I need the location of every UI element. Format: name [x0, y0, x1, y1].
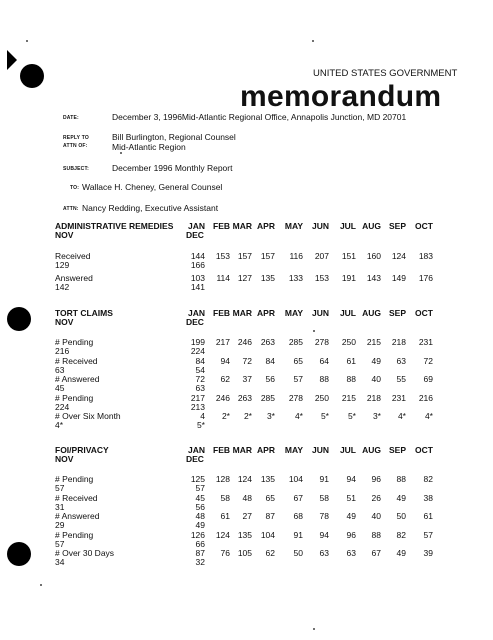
table-cell: 207	[314, 251, 329, 261]
table-cell: 84	[265, 355, 275, 366]
table-cell: 217	[215, 337, 230, 347]
table-cell: 263	[260, 337, 275, 347]
table-cell: APR	[257, 308, 275, 318]
table-cell: 56	[265, 374, 275, 384]
table-cell: 96	[371, 474, 381, 484]
month-header-wrap: DEC	[186, 454, 204, 464]
table-cell: 143	[366, 273, 381, 283]
table-cell: 49	[195, 520, 205, 531]
table-cell: 231	[391, 392, 406, 403]
table-cell: AUG	[362, 221, 381, 231]
table-cell: JAN	[187, 308, 205, 318]
table-cell: 65	[293, 355, 303, 366]
to-label: TO:	[70, 185, 80, 191]
table-cell: 84	[195, 355, 205, 366]
table-cell: 217	[190, 392, 205, 403]
table-cell: 116	[289, 251, 303, 261]
table-cell: 94	[319, 529, 329, 540]
row-nov-value: 129	[55, 260, 70, 271]
table-cell: MAY	[284, 308, 303, 318]
table-cell: 160	[366, 251, 381, 261]
table-cell: 127	[237, 273, 252, 283]
table-cell: JAN	[187, 221, 205, 231]
table-cell: 213	[190, 401, 205, 412]
table-cell: APR	[257, 445, 275, 455]
table-cell: 278	[314, 337, 329, 347]
table-cell: 144	[190, 251, 205, 261]
table-cell: 5*	[196, 420, 205, 431]
table-cell: 68	[293, 511, 303, 521]
table-cell: 38	[423, 492, 433, 503]
table-cell: 103	[190, 273, 205, 283]
row-label: Received	[55, 251, 91, 261]
section-title: TORT CLAIMS	[55, 308, 113, 318]
table-cell: 40	[371, 511, 381, 521]
table-cell: 231	[418, 337, 433, 347]
attn-of-label: ATTN OF:	[63, 143, 88, 149]
row-label: # Received	[55, 492, 98, 503]
row-nov-value: 142	[55, 282, 70, 293]
table-cell: 2*	[243, 411, 252, 421]
table-cell: FEB	[213, 221, 230, 231]
table-cell: 82	[423, 474, 433, 484]
row-label: Answered	[55, 273, 93, 283]
table-cell: AUG	[362, 445, 381, 455]
table-cell: 135	[260, 474, 275, 484]
table-cell: 76	[220, 548, 230, 558]
table-cell: 63	[319, 548, 329, 558]
table-cell: 54	[195, 364, 205, 375]
table-cell: 96	[346, 529, 356, 540]
row-nov-value: 224	[55, 401, 70, 412]
table-cell: 51	[346, 492, 356, 503]
table-cell: 45	[195, 492, 205, 503]
row-label: # Received	[55, 355, 98, 366]
row-nov-value: 31	[55, 501, 65, 512]
date-value: December 3, 1996Mid-Atlantic Regional Office, Annapolis Junction, MD 20701	[112, 112, 407, 122]
table-cell: 61	[220, 511, 230, 521]
table-cell: 250	[341, 337, 356, 347]
to-value: Wallace H. Cheney, General Counsel	[82, 182, 223, 192]
government-heading: UNITED STATES GOVERNMENT	[313, 68, 458, 79]
table-cell: 94	[220, 355, 230, 366]
table-cell: 285	[288, 337, 303, 347]
table-cell: JUL	[339, 221, 356, 231]
table-cell: 149	[391, 273, 406, 283]
row-label: # Answered	[55, 511, 100, 521]
table-cell: 27	[242, 511, 252, 521]
table-cell: 58	[319, 492, 329, 503]
table-cell: SEP	[388, 308, 406, 318]
table-cell: 57	[423, 529, 433, 540]
table-cell: 246	[237, 337, 252, 347]
table-cell: 124	[237, 474, 252, 484]
table-cell: 69	[423, 374, 433, 384]
table-cell: 105	[237, 548, 252, 558]
table-cell: 39	[423, 548, 433, 558]
table-cell: 4*	[424, 411, 433, 421]
punch-notch	[7, 50, 17, 70]
table-cell: 5*	[347, 411, 356, 421]
month-header-wrap: NOV	[55, 230, 74, 240]
attn-value: Nancy Redding, Executive Assistant	[82, 203, 219, 213]
row-nov-value: 57	[55, 483, 65, 494]
table-cell: 72	[195, 374, 205, 384]
table-cell: JUN	[311, 445, 329, 455]
table-cell: 2*	[221, 411, 230, 421]
table-cell: MAR	[232, 445, 252, 455]
table-cell: 191	[341, 273, 356, 283]
table-cell: 94	[346, 474, 356, 484]
table-cell: 87	[195, 548, 205, 558]
row-label: # Pending	[55, 337, 94, 347]
row-label: # Pending	[55, 392, 94, 403]
table-cell: 57	[293, 374, 303, 384]
table-cell: 67	[371, 548, 381, 558]
table-cell: 215	[366, 337, 381, 347]
table-cell: FEB	[213, 445, 230, 455]
date-label: DATE:	[63, 115, 79, 121]
table-cell: 49	[396, 492, 406, 503]
row-nov-value: 34	[55, 557, 65, 568]
table-cell: 3*	[266, 411, 275, 421]
table-cell: 176	[418, 273, 433, 283]
table-cell: 65	[265, 492, 275, 503]
table-cell: 151	[341, 251, 356, 261]
section-title: FOI/PRIVACY	[55, 445, 109, 455]
table-cell: 199	[190, 337, 205, 347]
table-cell: 133	[288, 273, 303, 283]
table-cell: 166	[190, 260, 205, 271]
punch-hole	[20, 64, 44, 88]
table-cell: 216	[418, 392, 433, 403]
table-cell: 72	[242, 355, 252, 366]
table-cell: 87	[265, 511, 275, 521]
table-cell: OCT	[415, 308, 433, 318]
table-cell: 250	[314, 392, 329, 403]
table-cell: 62	[220, 374, 230, 384]
table-cell: 40	[371, 374, 381, 384]
table-cell: 91	[293, 529, 303, 540]
table-cell: 55	[396, 374, 406, 384]
table-cell: 63	[396, 355, 406, 366]
row-label: # Pending	[55, 474, 94, 484]
table-cell: 278	[288, 392, 303, 403]
table-cell: 88	[396, 474, 406, 484]
table-cell: 135	[237, 529, 252, 540]
table-cell: 246	[215, 392, 230, 403]
table-cell: JAN	[187, 445, 205, 455]
punch-hole	[7, 542, 31, 566]
table-cell: 82	[396, 529, 406, 540]
row-label: # Answered	[55, 374, 100, 384]
table-cell: 64	[319, 355, 329, 366]
table-cell: 263	[237, 392, 252, 403]
table-cell: 5*	[320, 411, 329, 421]
table-cell: 66	[195, 538, 205, 549]
row-label: # Pending	[55, 529, 94, 540]
table-cell: 50	[396, 511, 406, 521]
table-cell: 48	[195, 511, 205, 521]
table-cell: 56	[195, 501, 205, 512]
table-cell: 57	[195, 483, 205, 494]
table-cell: 61	[346, 355, 356, 366]
row-nov-value: 4*	[55, 420, 64, 431]
table-cell: 48	[242, 492, 252, 503]
row-label: # Over Six Month	[55, 411, 121, 421]
table-cell: MAY	[284, 221, 303, 231]
table-cell: 62	[265, 548, 275, 558]
table-cell: 183	[418, 251, 433, 261]
table-cell: 215	[341, 392, 356, 403]
table-cell: 3*	[372, 411, 381, 421]
attn-label: ATTN:	[63, 206, 79, 212]
month-header-wrap: NOV	[55, 454, 74, 464]
table-cell: MAR	[232, 308, 252, 318]
table-cell: AUG	[362, 308, 381, 318]
reply-to-value: Bill Burlington, Regional Counsel	[112, 132, 236, 142]
month-header-wrap: DEC	[186, 230, 204, 240]
table-cell: 128	[215, 474, 230, 484]
reply-to-label: REPLY TO	[63, 135, 89, 141]
table-cell: 157	[237, 251, 252, 261]
row-label: # Over 30 Days	[55, 548, 115, 558]
table-cell: 141	[190, 282, 205, 293]
table-cell: 67	[293, 492, 303, 503]
table-cell: 50	[293, 548, 303, 558]
table-cell: 124	[215, 529, 230, 540]
table-cell: 88	[371, 529, 381, 540]
table-cell: 114	[216, 273, 230, 283]
table-cell: SEP	[388, 221, 406, 231]
table-cell: JUL	[339, 445, 356, 455]
table-cell: SEP	[388, 445, 406, 455]
table-cell: JUN	[311, 308, 329, 318]
table-cell: 72	[423, 355, 433, 366]
table-cell: 91	[319, 474, 329, 484]
table-cell: 49	[371, 355, 381, 366]
subject-value: December 1996 Monthly Report	[112, 163, 233, 173]
table-cell: 224	[190, 346, 205, 357]
table-cell: 104	[260, 529, 275, 540]
table-cell: 124	[391, 251, 406, 261]
table-cell: 104	[288, 474, 303, 484]
table-cell: 49	[346, 511, 356, 521]
row-nov-value: 63	[55, 364, 65, 375]
table-cell: 125	[190, 474, 205, 484]
month-header-wrap: NOV	[55, 317, 74, 327]
table-cell: MAY	[284, 445, 303, 455]
table-cell: JUN	[311, 221, 329, 231]
table-cell: 135	[260, 273, 275, 283]
table-cell: 63	[195, 383, 205, 394]
table-cell: 37	[242, 374, 252, 384]
punch-hole	[7, 307, 31, 331]
table-cell: APR	[257, 221, 275, 231]
table-cell: 58	[220, 492, 230, 503]
row-nov-value: 45	[55, 383, 65, 394]
table-cell: OCT	[415, 445, 433, 455]
table-cell: 26	[371, 492, 381, 503]
row-nov-value: 29	[55, 520, 65, 531]
table-cell: 218	[366, 392, 381, 403]
table-cell: 4	[200, 411, 205, 421]
table-cell: 88	[346, 374, 356, 384]
table-cell: 157	[260, 251, 275, 261]
table-cell: 4*	[294, 411, 303, 421]
section-title: ADMINISTRATIVE REMEDIES	[55, 221, 174, 231]
table-cell: 153	[215, 251, 230, 261]
attn-of-value: Mid-Atlantic Region	[112, 142, 186, 152]
month-header-wrap: DEC	[186, 317, 204, 327]
table-cell: MAR	[232, 221, 252, 231]
table-cell: 78	[319, 511, 329, 521]
table-cell: 88	[319, 374, 329, 384]
table-cell: OCT	[415, 221, 433, 231]
table-cell: 218	[391, 337, 406, 347]
table-cell: 126	[190, 529, 205, 540]
row-nov-value: 216	[55, 346, 70, 357]
table-cell: 285	[260, 392, 275, 403]
memo-title: memorandum	[240, 80, 442, 113]
table-cell: 4*	[397, 411, 406, 421]
subject-label: SUBJECT:	[63, 166, 90, 172]
table-cell: 153	[314, 273, 329, 283]
table-cell: 49	[396, 548, 406, 558]
row-nov-value: 57	[55, 538, 65, 549]
table-cell: JUL	[339, 308, 356, 318]
table-cell: 61	[423, 511, 433, 521]
table-cell: 63	[346, 548, 356, 558]
table-cell: FEB	[213, 308, 230, 318]
table-cell: 32	[195, 557, 205, 568]
